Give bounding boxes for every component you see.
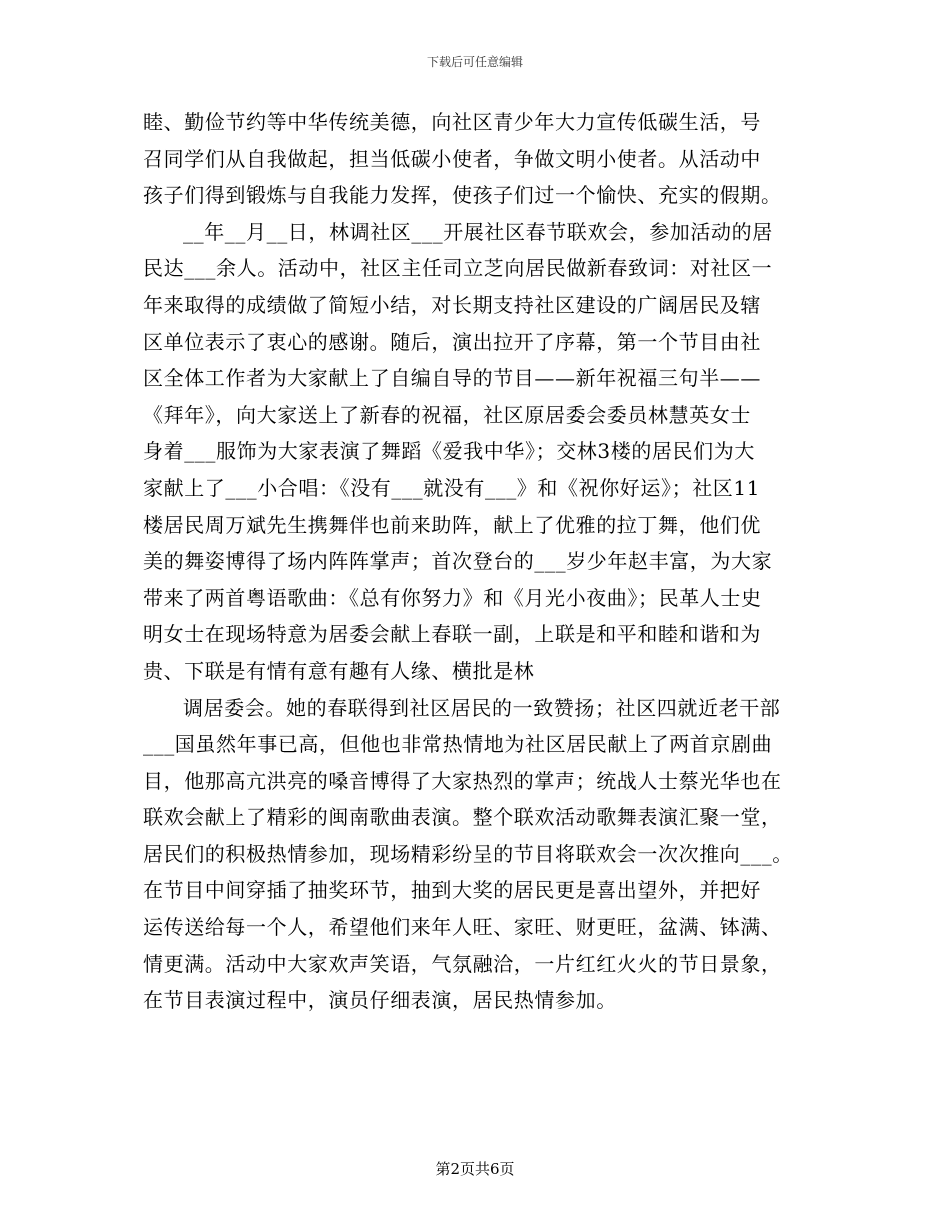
text-line: 楼居民周万斌先生携舞伴也前来助阵，献上了优雅的拉丁舞，他们优: [143, 512, 761, 537]
text-line: 运传送给每一个人，希望他们来年人旺、家旺、财更旺，盆满、钵满、: [143, 915, 782, 940]
text-line: 身着___服饰为大家表演了舞蹈《爱我中华》；交林3楼的居民们为大: [143, 439, 755, 464]
document-body: [143, 104, 823, 1019]
text-line: 家献上了___小合唱：《没有___就没有___》和《祝你好运》；社区11: [143, 475, 761, 500]
text-line: 睦、勤俭节约等中华传统美德，向社区青少年大力宣传低碳生活，号: [143, 110, 761, 134]
text-line: ___国虽然年事已高，但他也非常热情地为社区居民献上了两首京剧曲: [143, 732, 773, 757]
text-line: 孩子们得到锻炼与自我能力发挥，使孩子们过一个愉快、充实的假期。: [143, 183, 782, 208]
text-line: 召同学们从自我做起，担当低碳小使者，争做文明小使者。从活动中: [143, 146, 761, 171]
text-line: 贵、下联是有情有意有趣有人缘、横批是林: [143, 658, 535, 683]
text-line: 《拜年》，向大家送上了新春的祝福，社区原居委会委员林慧英女士: [143, 402, 751, 427]
text-line: 情更满。活动中大家欢声笑语，气氛融洽，一片红红火火的节日景象，: [143, 951, 782, 976]
text-line: 联欢会献上了精彩的闽南歌曲表演。整个联欢活动歌舞表演汇聚一堂，: [143, 805, 782, 830]
text-line: 民达___余人。活动中，社区主任司立芝向居民做新春致词：对社区一: [143, 256, 773, 281]
page-header: 下载后可任意编辑: [426, 55, 523, 69]
text-line: 明女士在现场特意为居委会献上春联一副，上联是和平和睦和谐和为: [143, 622, 761, 647]
text-line: 在节目中间穿插了抽奖环节，抽到大奖的居民更是喜出望外，并把好: [143, 878, 761, 903]
text-line: 带来了两首粤语歌曲：《总有你努力》和《月光小夜曲》；民革人士史: [143, 585, 762, 610]
text-line: 年来取得的成绩做了简短小结，对长期支持社区建设的广阔居民及辖: [143, 292, 761, 317]
text-line: 调居委会。她的春联得到社区居民的一致赞扬；社区四就近老干部: [183, 695, 781, 720]
text-line: 在节目表演过程中，演员仔细表演，居民热情参加。: [143, 988, 617, 1013]
text-line: 居民们的积极热情参加，现场精彩纷呈的节目将联欢会一次次推向___。: [143, 841, 793, 866]
text-line: 美的舞姿博得了场内阵阵掌声；首次登台的___岁少年赵丰富，为大家: [143, 549, 773, 574]
page-footer: 第2页共6页: [435, 1160, 515, 1178]
text-line: 目，他那高亢洪亮的嗓音博得了大家热烈的掌声；统战人士蔡光华也在: [143, 768, 782, 793]
text-line: __年__月__日，林调社区___开展社区春节联欢会，参加活动的居: [183, 219, 773, 244]
text-line: 区全体工作者为大家献上了自编自导的节目——新年祝福三句半——: [143, 366, 761, 391]
text-line: 区单位表示了衷心的感谢。随后，演出拉开了序幕，第一个节目由社: [143, 329, 761, 354]
